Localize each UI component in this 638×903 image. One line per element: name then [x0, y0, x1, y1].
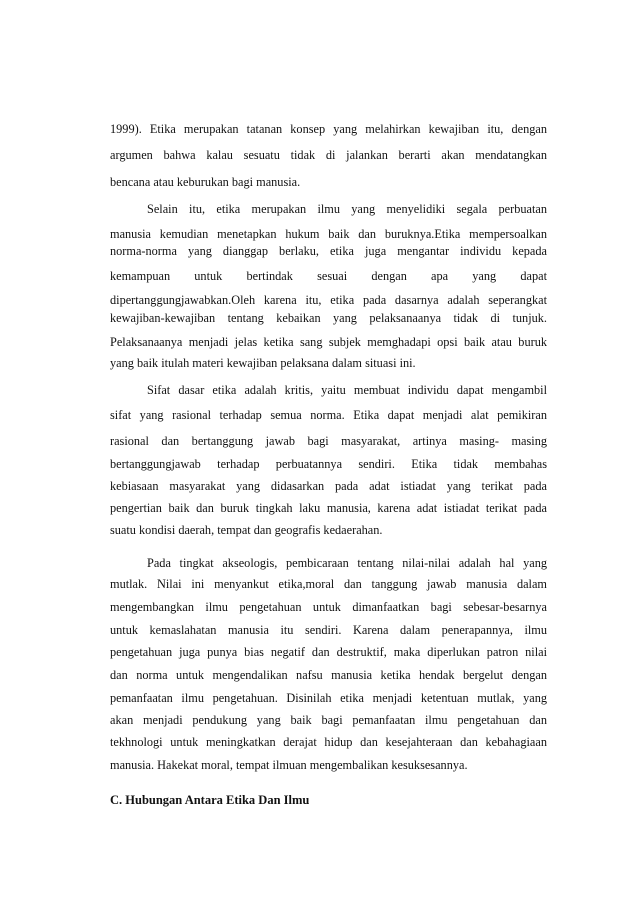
- paragraph-4-line-2: mutlak. Nilai ini menyankut etika,moral dan tanggung jawab manusia dalam: [110, 577, 547, 591]
- paragraph-4-line-1: Pada tingkat akseologis, pembicaraan tentang nilai-nilai adalah hal yang: [147, 556, 547, 570]
- paragraph-3-line-2: sifat yang rasional terhadap semua norma. Etika dapat menjadi alat pemikiran: [110, 408, 547, 422]
- paragraph-3-line-4: bertanggungjawab terhadap perbuatannya sendiri. Etika tidak membahas: [110, 457, 547, 471]
- paragraph-2-line-3: norma-norma yang dianggap berlaku, etika juga mengantar individu kepada: [110, 244, 547, 258]
- paragraph-1-line-1: 1999). Etika merupakan tatanan konsep yang melahirkan kewajiban itu, dengan: [110, 122, 547, 136]
- paragraph-4-line-10: manusia. Hakekat moral, tempat ilmuan mengembalikan kesuksesannya.: [110, 758, 468, 772]
- section-heading: C. Hubungan Antara Etika Dan Ilmu: [110, 793, 310, 807]
- paragraph-3-line-5: kebiasaan masyarakat yang didasarkan pada adat istiadat yang terikat pada: [110, 479, 547, 493]
- paragraph-4-line-7: pemanfaatan ilmu pengetahuan. Disinilah etika menjadi ketentuan mutlak, yang: [110, 691, 547, 705]
- paragraph-4-line-6: dan norma untuk mengendalikan nafsu manusia ketika hendak bergelut dengan: [110, 668, 547, 682]
- paragraph-2-line-1: Selain itu, etika merupakan ilmu yang menyelidiki segala perbuatan: [147, 202, 547, 216]
- paragraph-3-line-6: pengertian baik dan buruk tingkah laku manusia, karena adat istiadat terikat pada: [110, 501, 547, 515]
- paragraph-2-line-6: kewajiban-kewajiban tentang kebaikan yang pelaksanaanya tidak di tunjuk.: [110, 311, 547, 325]
- paragraph-3-line-1: Sifat dasar etika adalah kritis, yaitu membuat individu dapat mengambil: [147, 383, 547, 397]
- paragraph-2-line-8: yang baik itulah materi kewajiban pelaksana dalam situasi ini.: [110, 356, 416, 370]
- paragraph-4-line-5: pengetahuan juga punya bias negatif dan destruktif, maka diperlukan patron nilai: [110, 645, 547, 659]
- paragraph-2-line-2: manusia kemudian menetapkan hukum baik dan buruknya.Etika mempersoalkan: [110, 227, 547, 241]
- paragraph-4-line-4: untuk kemaslahatan manusia itu sendiri. Karena dalam penerapannya, ilmu: [110, 623, 547, 637]
- paragraph-3-line-3: rasional dan bertanggung jawab bagi masyarakat, artinya masing- masing: [110, 434, 547, 448]
- paragraph-3-line-7: suatu kondisi daerah, tempat dan geografis kedaerahan.: [110, 523, 383, 537]
- paragraph-4-line-9: tekhnologi untuk meningkatkan derajat hidup dan kesejahteraan dan kebahagiaan: [110, 735, 547, 749]
- paragraph-4-line-3: mengembangkan ilmu pengetahuan untuk dimanfaatkan bagi sebesar-besarnya: [110, 600, 547, 614]
- paragraph-1-line-2: argumen bahwa kalau sesuatu tidak di jalankan berarti akan mendatangkan: [110, 148, 547, 162]
- paragraph-4-line-8: akan menjadi pendukung yang baik bagi pemanfaatan ilmu pengetahuan dan: [110, 713, 547, 727]
- paragraph-2-line-4: kemampuan untuk bertindak sesuai dengan apa yang dapat: [110, 269, 547, 283]
- paragraph-1-line-3: bencana atau keburukan bagi manusia.: [110, 175, 301, 189]
- paragraph-2-line-5: dipertanggungjawabkan.Oleh karena itu, etika pada dasarnya adalah seperangkat: [110, 293, 547, 307]
- paragraph-2-line-7: Pelaksanaanya menjadi jelas ketika sang subjek memghadapi opsi baik atau buruk: [110, 335, 547, 349]
